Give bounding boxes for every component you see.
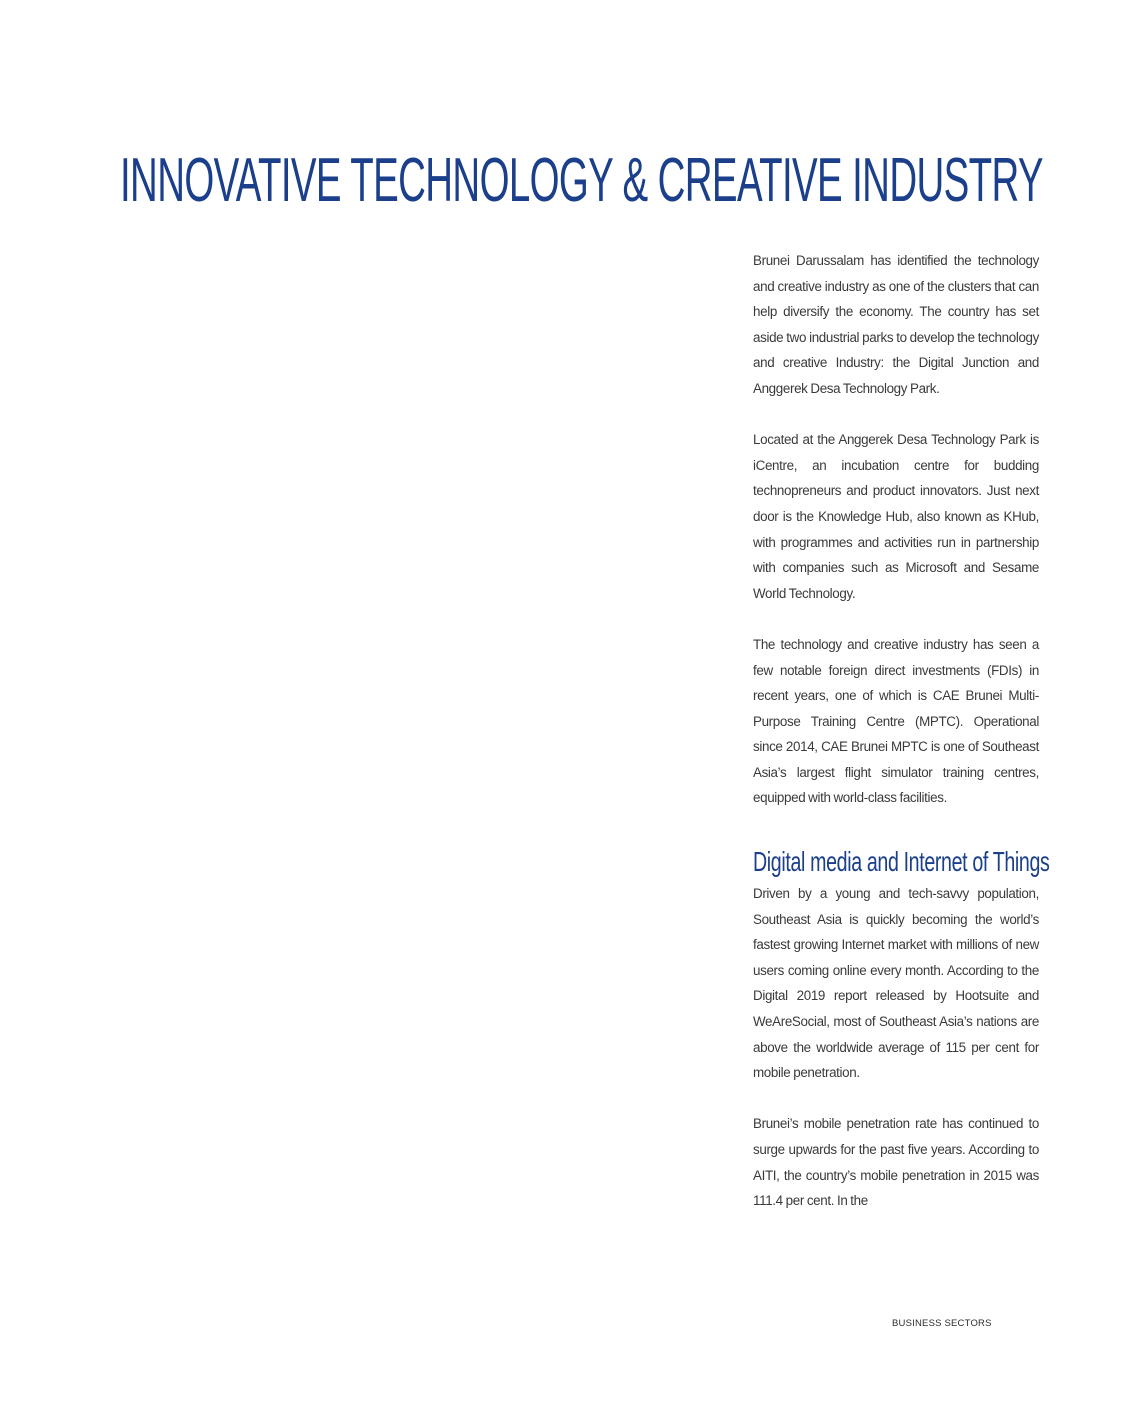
paragraph-digital-junction: Brunei Darussalam has identified the technology and creative industry as one of the clusters that can help diversify the economy. The country has set aside two industrial parks to develop the technology and creative Industry: the Digital Junction and Anggerek Desa Technology Park.: [753, 253, 1039, 396]
section-heading-digital-media: Digital media and Internet of Things: [753, 846, 1050, 878]
page-title: INNOVATIVE TECHNOLOGY & CREATIVE INDUSTRY: [120, 146, 1043, 215]
paragraph-cae-brunei: The technology and creative industry has seen a few notable foreign direct investments (FDIs) in recent years, one of which is CAE Brunei Multi-Purpose Training Centre (MPTC). Operational since 2014, CAE Brunei MPTC is one of Southeast Asia’s largest flight simulator training centres, equipped with world-class facilities.: [753, 636, 1039, 806]
paragraph-icentre: Located at the Anggerek Desa Technology Park is iCentre, an incubation centre for budding technopreneurs and product innovators. Just next door is the Knowledge Hub, also known as KHub, with programmes and activities run in partnership with companies such as Microsoft and Sesame World Technology.: [753, 432, 1039, 601]
footer-section-label: BUSINESS SECTORS: [892, 1318, 992, 1329]
paragraph-southeast-asia-internet: Driven by a young and tech-savvy population, Southeast Asia is quickly becoming the world’s fastest growing Internet market with millions of new users coming online every month. According to the Digital 2019 report released by Hootsuite and WeAreSocial, most of Southeast Asia’s nations are above the worldwide average of 115 per cent for mobile penetration.: [753, 886, 1039, 1081]
paragraph-brunei-mobile-penetration: Brunei’s mobile penetration rate has continued to surge upwards for the past five years. According to AITI, the country’s mobile penetration in 2015 was 111.4 per cent. In the: [753, 1116, 1039, 1209]
body-column: [753, 248, 1050, 1239]
